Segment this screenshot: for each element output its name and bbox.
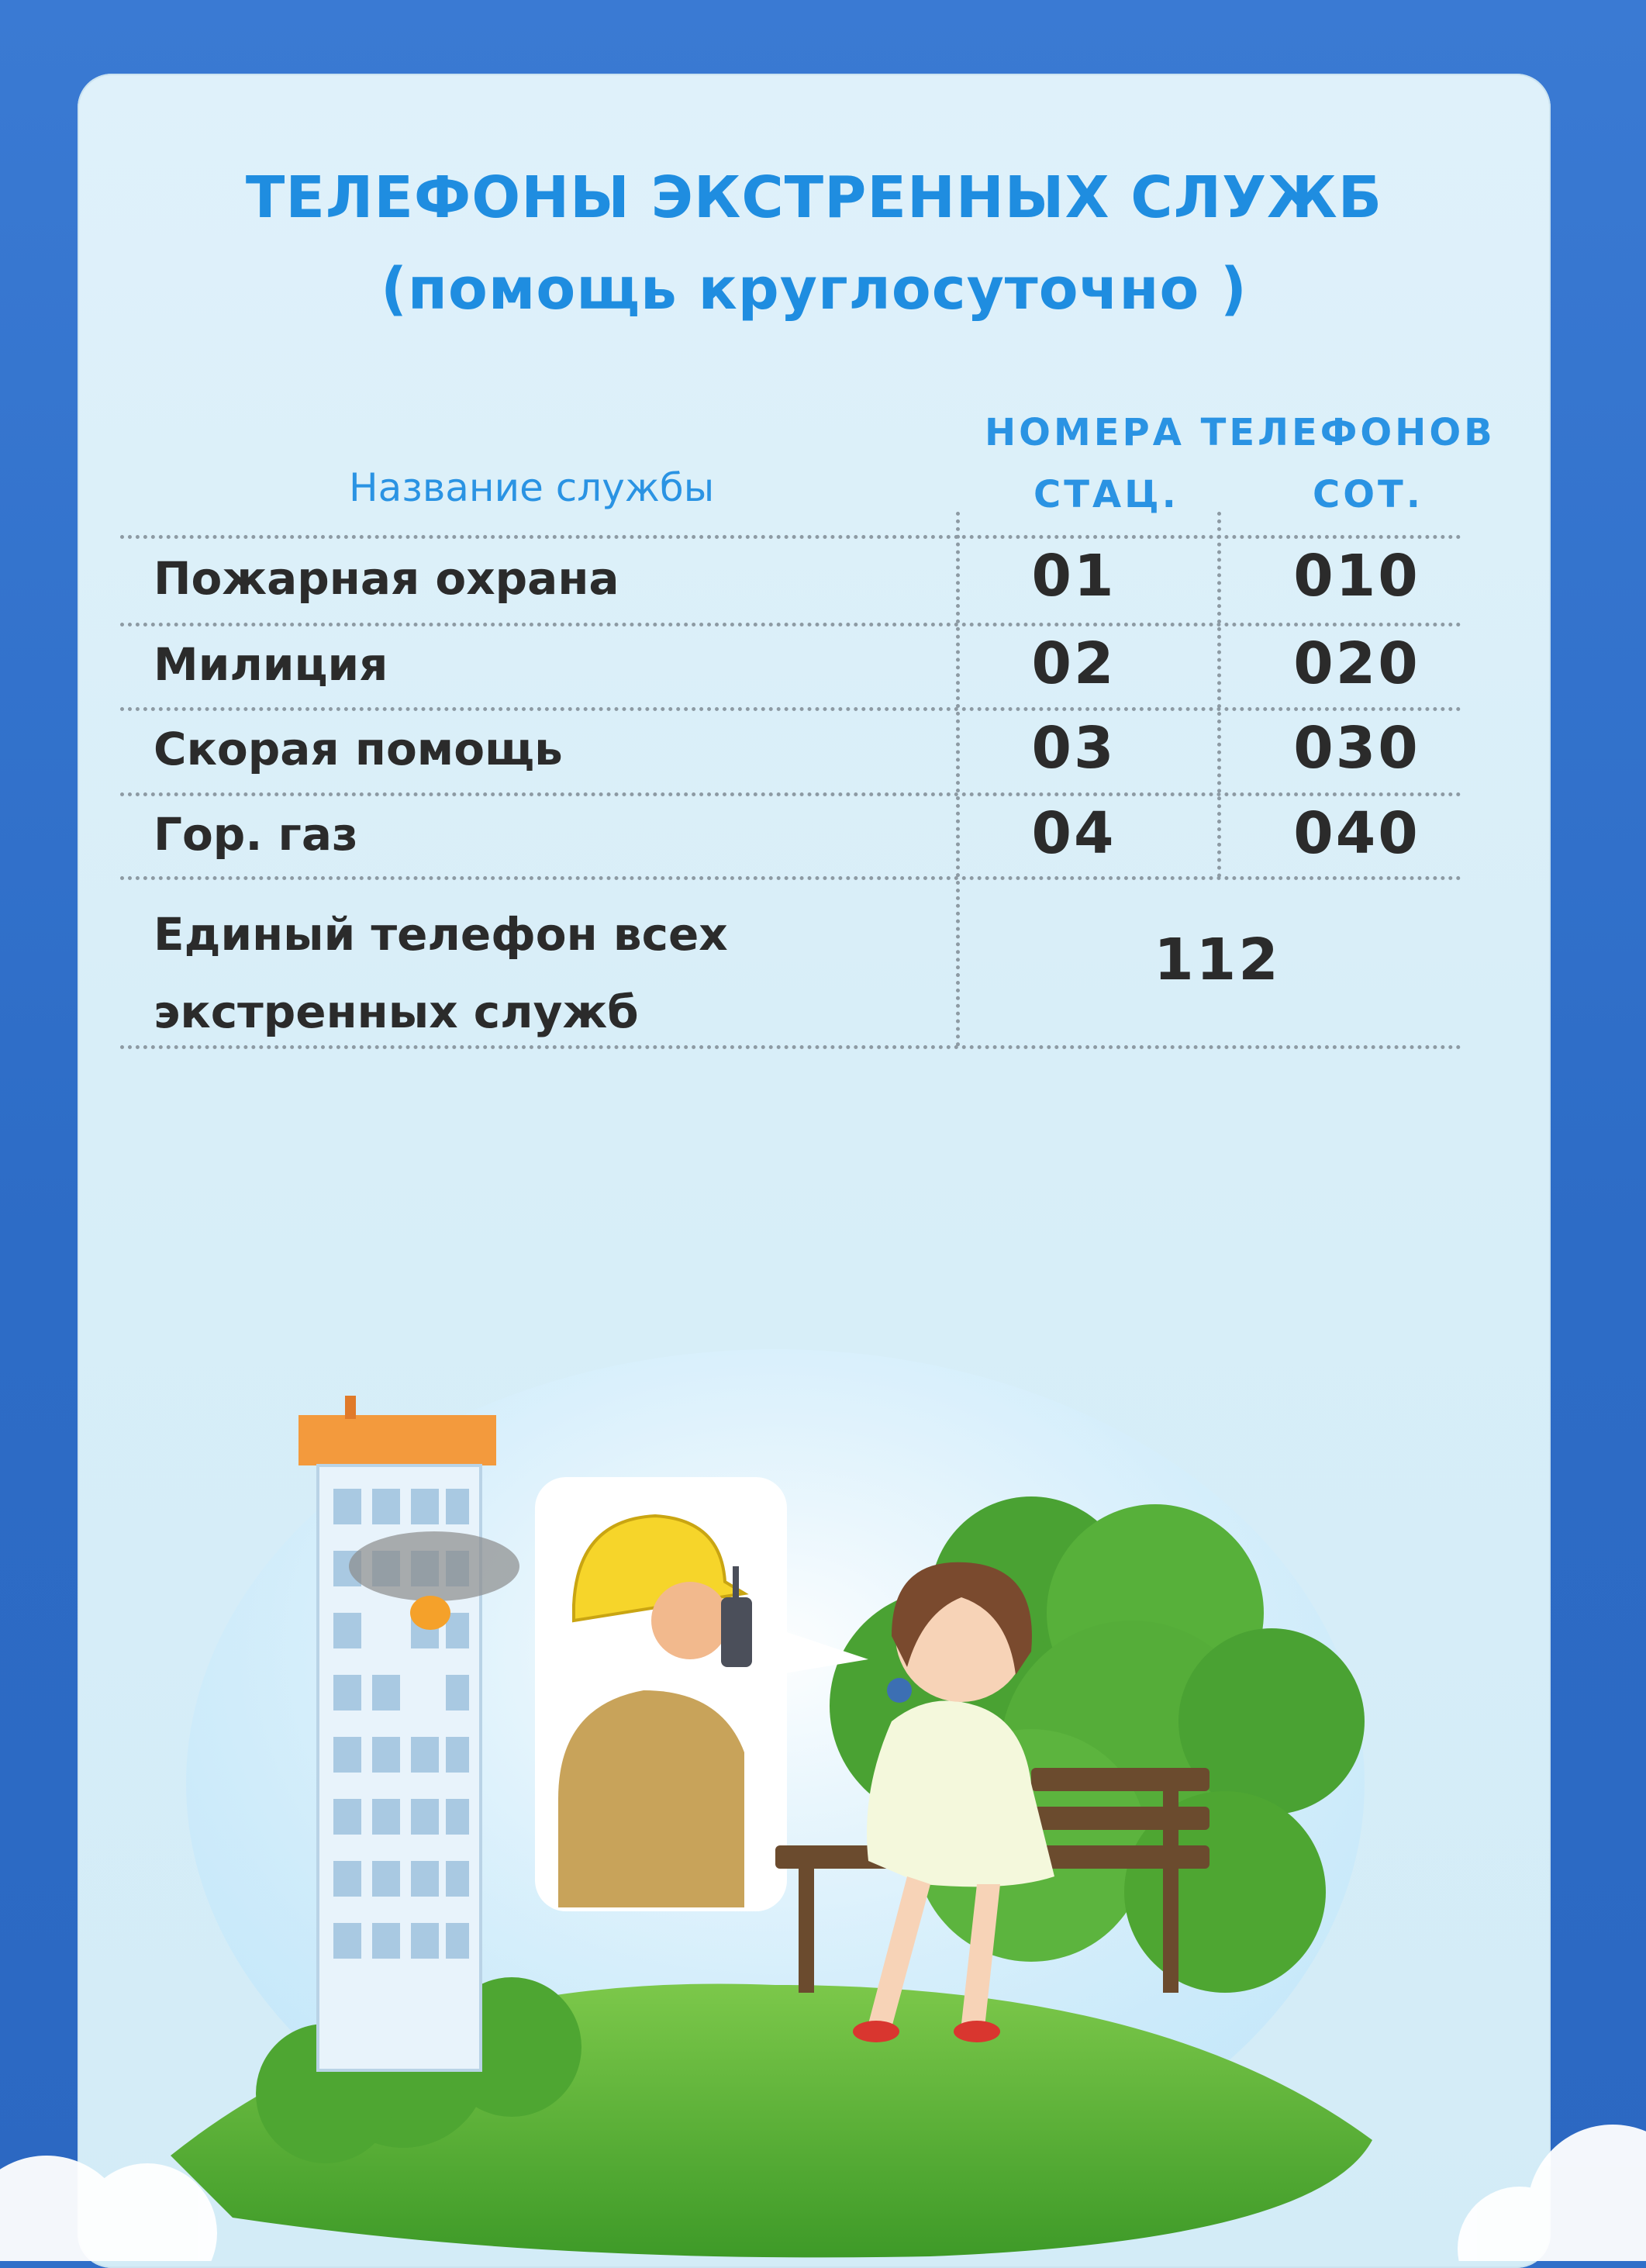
- walkie-talkie: [721, 1597, 752, 1667]
- service-name: Скорая помощь: [154, 723, 563, 775]
- firefighter-face: [651, 1582, 729, 1659]
- stationary-number: 03: [1031, 715, 1116, 782]
- cellular-number: 030: [1293, 715, 1420, 782]
- emergency-call-illustration: [0, 1287, 1646, 2261]
- service-name: Гор. газ: [154, 808, 358, 861]
- row-divider: [120, 792, 1461, 796]
- unified-label-line2: экстренных служб: [154, 986, 639, 1038]
- page-title: ТЕЛЕФОНЫ ЭКСТРЕННЫХ СЛУЖБ: [245, 164, 1383, 231]
- service-name: Милиция: [154, 638, 388, 691]
- header-phone-numbers: НОМЕРА ТЕЛЕФОНОВ: [985, 411, 1496, 454]
- smoke: [349, 1531, 519, 1601]
- stationary-number: 01: [1031, 543, 1116, 609]
- cellular-number: 040: [1293, 800, 1420, 867]
- cellular-number: 010: [1293, 543, 1420, 609]
- page-subtitle: (помощь круглосуточно ): [381, 256, 1247, 323]
- unified-label-line1: Единый телефон всех: [154, 908, 728, 961]
- stationary-number: 02: [1031, 630, 1116, 697]
- stationary-number: 04: [1031, 800, 1116, 867]
- unified-emergency-label: [154, 896, 851, 1051]
- row-divider: [120, 535, 1461, 539]
- unified-emergency-number: 112: [1154, 927, 1281, 993]
- row-divider: [120, 623, 1461, 627]
- fire: [410, 1596, 450, 1630]
- row-divider: [120, 876, 1461, 880]
- cellular-number: 020: [1293, 630, 1420, 697]
- header-service-name: Название службы: [349, 465, 715, 510]
- firefighter-body: [558, 1690, 744, 1907]
- column-divider: [1217, 512, 1221, 878]
- service-name: Пожарная охрана: [154, 552, 619, 605]
- header-cellular: СОТ.: [1313, 473, 1424, 516]
- header-stationary: СТАЦ.: [1033, 473, 1179, 516]
- row-divider: [120, 707, 1461, 711]
- girl-phone: [887, 1678, 912, 1703]
